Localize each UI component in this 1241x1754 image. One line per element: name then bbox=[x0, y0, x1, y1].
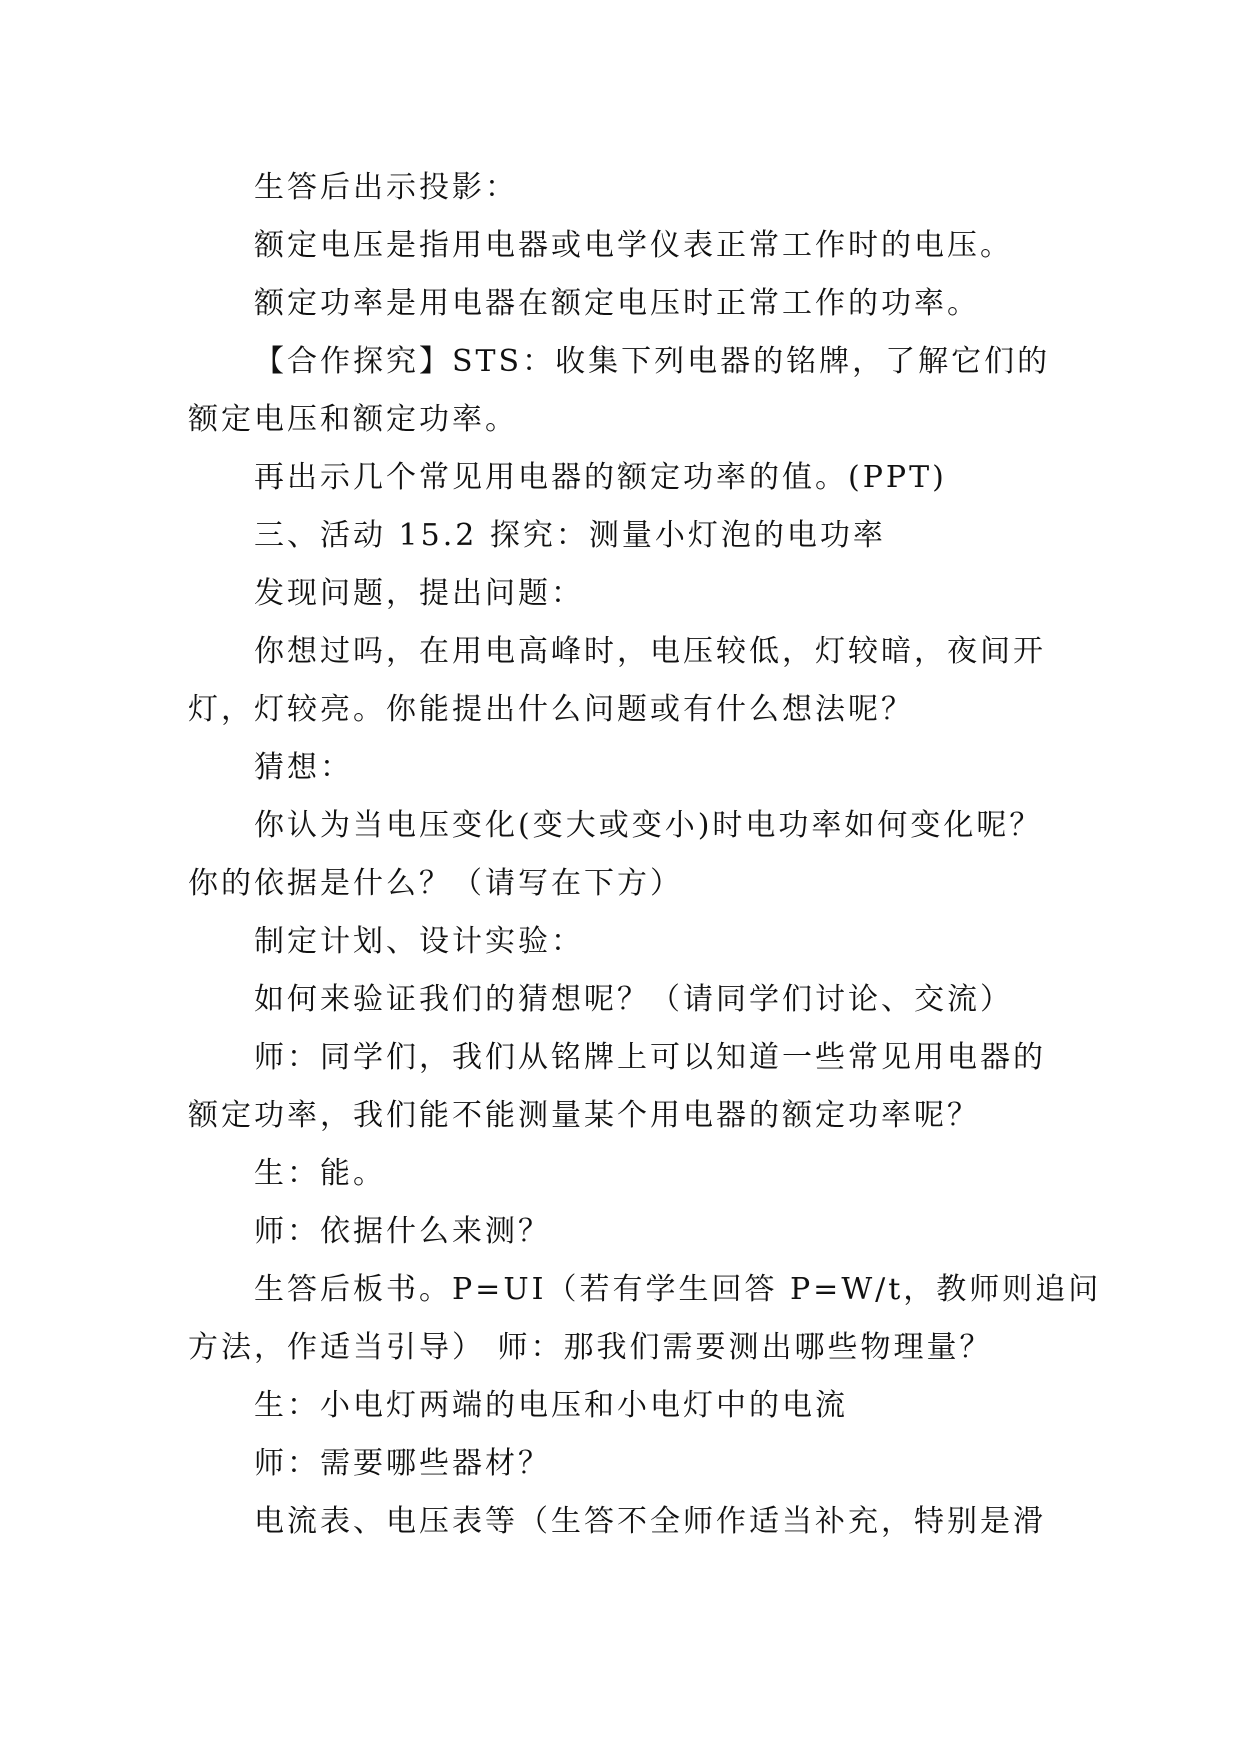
paragraph-line: 师：依据什么来测？ bbox=[254, 1214, 551, 1249]
paragraph-line: 制定计划、设计实验： bbox=[254, 924, 584, 959]
paragraph-line: 灯，灯较亮。你能提出什么问题或有什么想法呢？ bbox=[188, 692, 914, 727]
paragraph-line: 电流表、电压表等（生答不全师作适当补充，特别是滑 bbox=[254, 1504, 1046, 1539]
section-heading: 三、活动 15.2 探究：测量小灯泡的电功率 bbox=[254, 518, 886, 553]
paragraph-line: 生：能。 bbox=[254, 1156, 386, 1191]
paragraph-line: 如何来验证我们的猜想呢？（请同学们讨论、交流） bbox=[254, 982, 1013, 1017]
paragraph-line: 生：小电灯两端的电压和小电灯中的电流 bbox=[254, 1388, 848, 1423]
paragraph-line: 师：需要哪些器材？ bbox=[254, 1446, 551, 1481]
paragraph-line: 额定功率，我们能不能测量某个用电器的额定功率呢？ bbox=[188, 1098, 980, 1133]
paragraph-line: 【合作探究】STS：收集下列电器的铭牌，了解它们的 bbox=[254, 344, 1051, 379]
paragraph-line: 猜想： bbox=[254, 750, 353, 785]
document-body bbox=[188, 159, 1102, 1551]
paragraph-line: 发现问题，提出问题： bbox=[254, 576, 584, 611]
paragraph-line: 再出示几个常见用电器的额定功率的值。(PPT) bbox=[254, 460, 947, 495]
paragraph-line: 师：同学们，我们从铭牌上可以知道一些常见用电器的 bbox=[254, 1040, 1046, 1075]
paragraph-line: 你想过吗，在用电高峰时，电压较低，灯较暗，夜间开 bbox=[254, 634, 1046, 669]
paragraph-line: 生答后出示投影： bbox=[254, 170, 518, 205]
paragraph-line: 额定电压是指用电器或电学仪表正常工作时的电压。 bbox=[254, 228, 1013, 263]
paragraph-line: 额定功率是用电器在额定电压时正常工作的功率。 bbox=[254, 286, 980, 321]
paragraph-line: 额定电压和额定功率。 bbox=[188, 402, 518, 437]
paragraph-line: 你认为当电压变化(变大或变小)时电功率如何变化呢？ bbox=[254, 808, 1043, 843]
paragraph-line: 生答后板书。P=UI（若有学生回答 P=W/t，教师则追问 bbox=[254, 1272, 1102, 1307]
paragraph-line: 你的依据是什么？（请写在下方） bbox=[188, 866, 683, 901]
paragraph-line: 方法，作适当引导） 师：那我们需要测出哪些物理量？ bbox=[188, 1330, 993, 1365]
